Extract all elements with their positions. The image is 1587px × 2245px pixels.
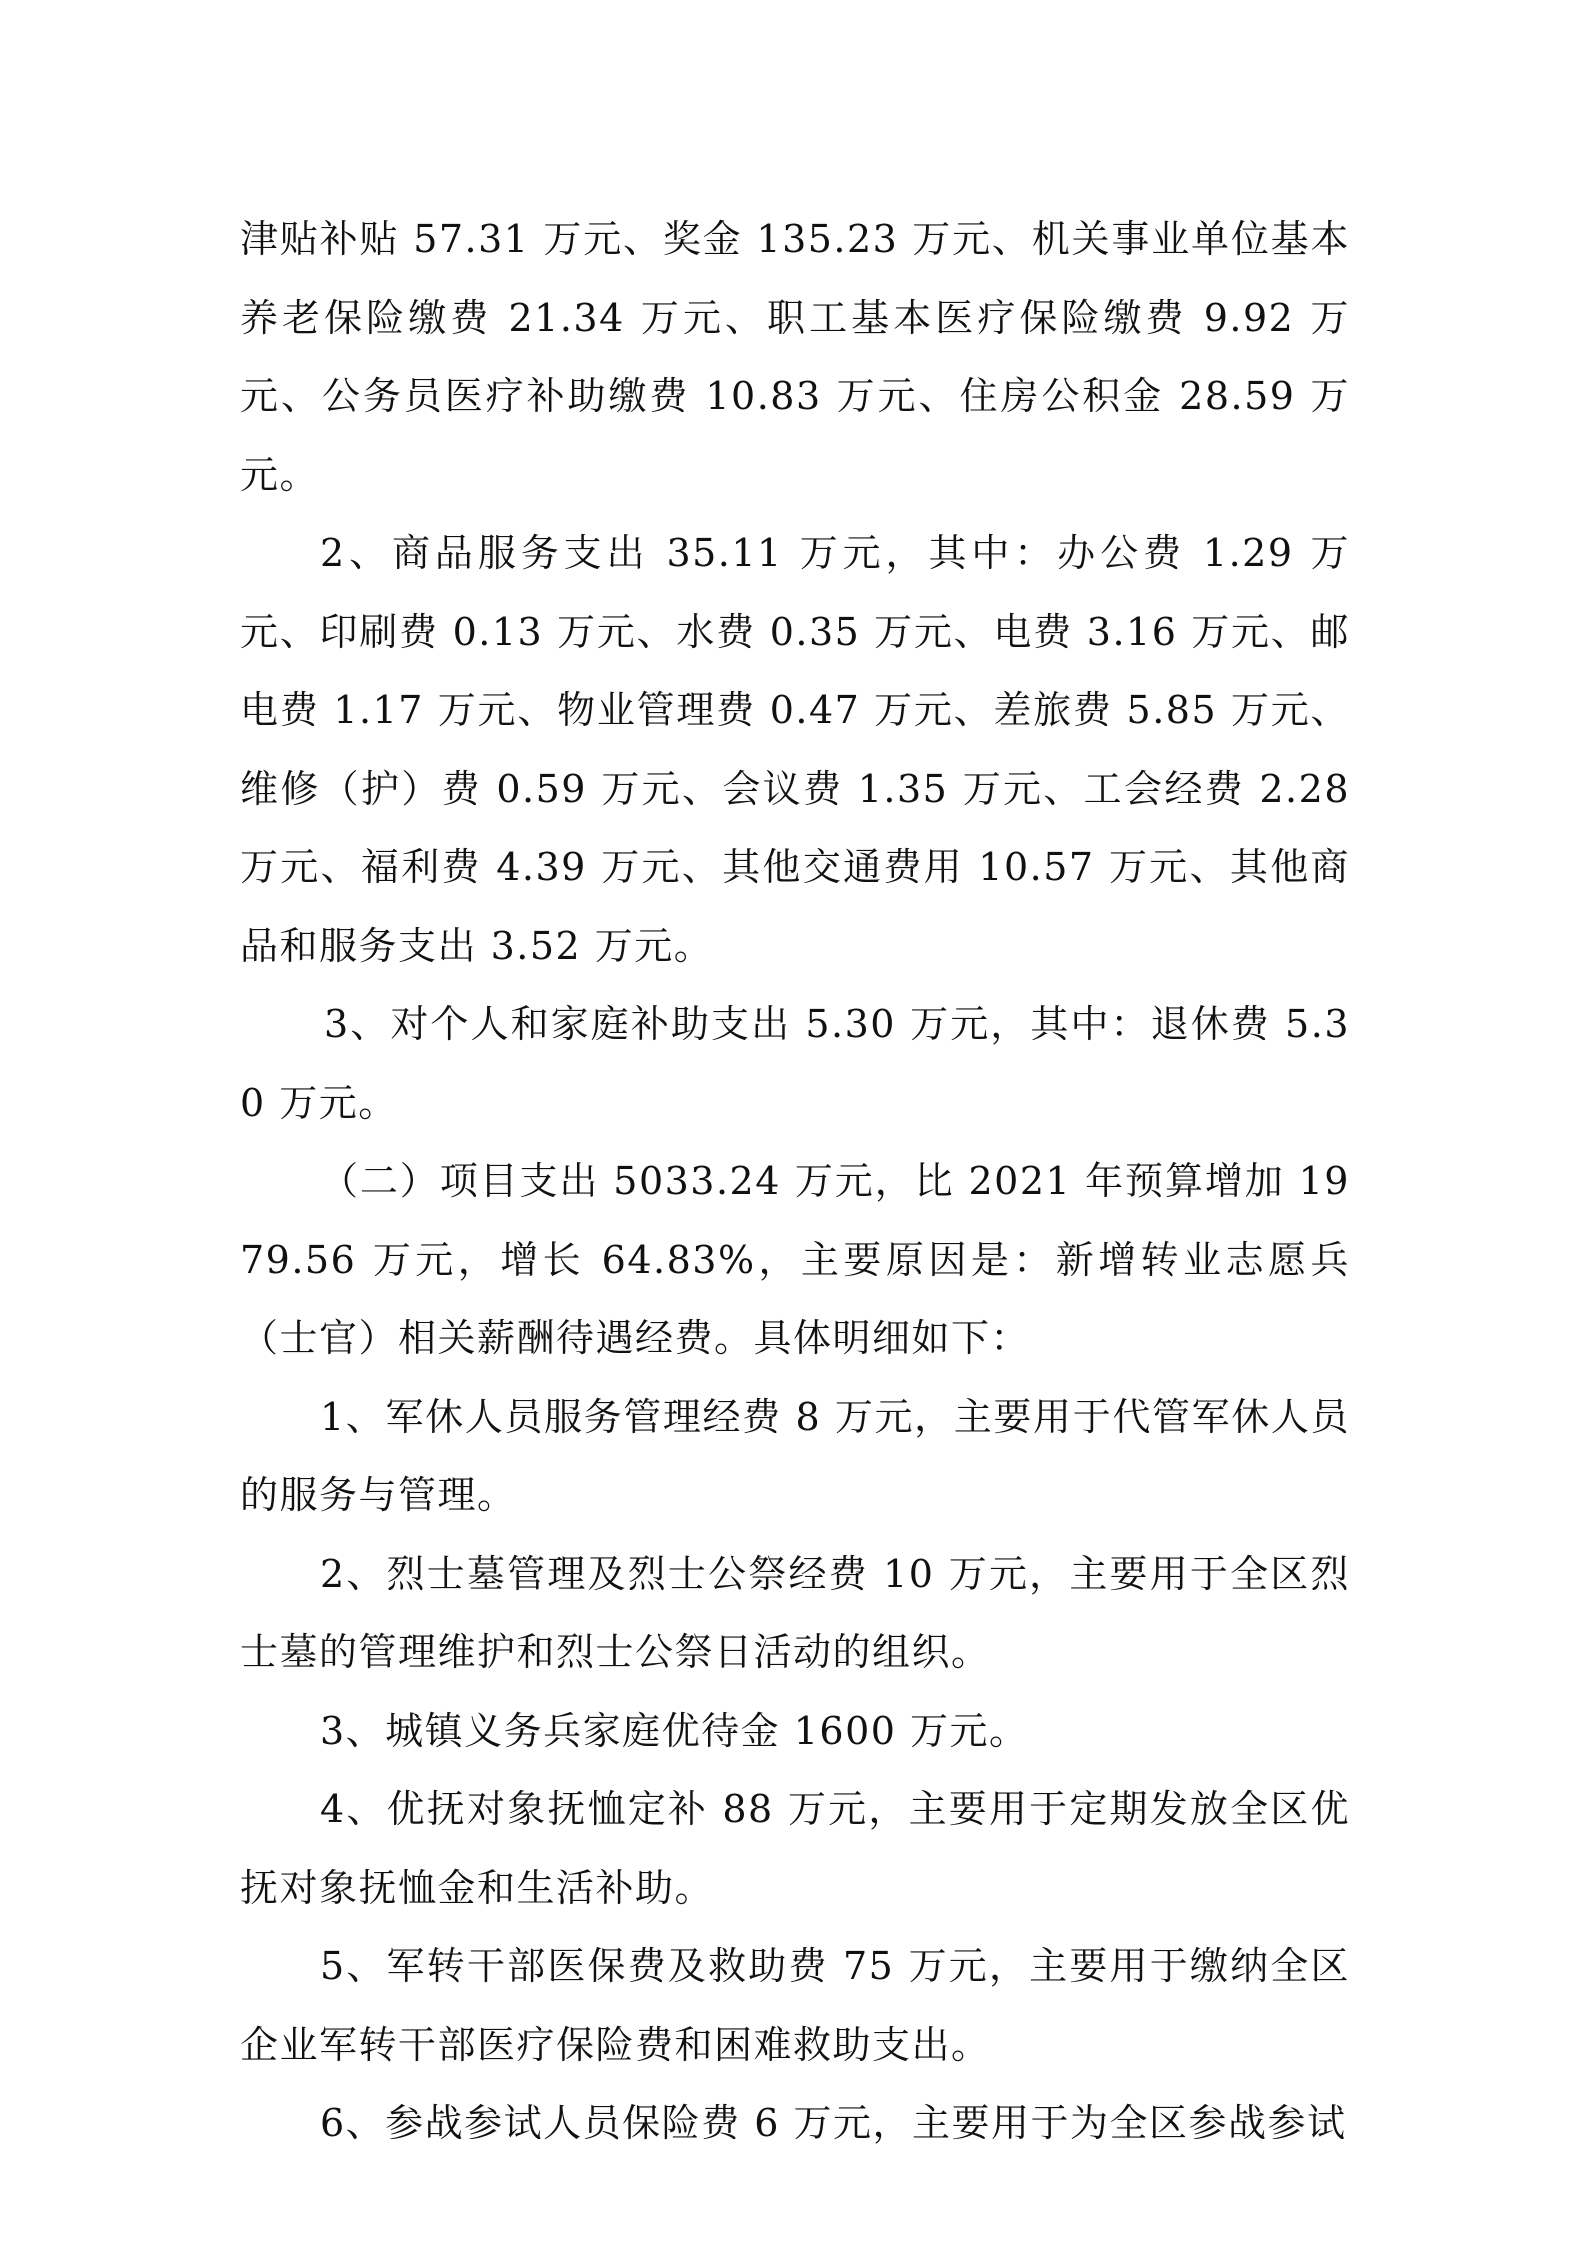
paragraph-item-5: 5、军转干部医保费及救助费 75 万元，主要用于缴纳全区企业军转干部医疗保险费和困难救助支出。 xyxy=(240,1944,1350,2067)
paragraph-item-4: 4、优抚对象抚恤定补 88 万元，主要用于定期发放全区优抚对象抚恤金和生活补助。 xyxy=(240,1787,1350,1910)
paragraph-goods-services: 2、商品服务支出 35.11 万元，其中：办公费 1.29 万元、印刷费 0.13 万元、水费 0.35 万元、电费 3.16 万元、邮电费 1.17 万元、物业管理费 0.47 万元、差旅费 5.85 万元、维修（护）费 0.59 万元、会议费 1.35 万元、工会经费 2.28 万元、福利费 4.39 万元、其他交通费用 10.57 万元、其他商品和服务支出 3.52 万元。 xyxy=(240,531,1350,968)
paragraph-item-2: 2、烈士墓管理及烈士公祭经费 10 万元，主要用于全区烈士墓的管理维护和烈士公祭日活动的组织。 xyxy=(240,1551,1350,1674)
paragraph-personnel-allowances: 津贴补贴 57.31 万元、奖金 135.23 万元、机关事业单位基本养老保险缴费 21.34 万元、职工基本医疗保险缴费 9.92 万元、公务员医疗补助缴费 10.83 万元、住房公积金 28.59 万元。 xyxy=(240,217,1350,497)
paragraph-item-3: 3、城镇义务兵家庭优待金 1600 万元。 xyxy=(320,1708,1029,1753)
document-page xyxy=(240,200,1350,2163)
paragraph-family-subsidy: 3、对个人和家庭补助支出 5.30 万元，其中：退休费 5.30 万元。 xyxy=(240,1002,1350,1125)
paragraph-project-expenditure: （二）项目支出 5033.24 万元，比 2021 年预算增加 1979.56 万元，增长 64.83%，主要原因是：新增转业志愿兵（士官）相关薪酬待遇经费。具体明细如下： xyxy=(240,1159,1350,1360)
paragraph-item-6: 6、参战参试人员保险费 6 万元，主要用于为全区参战参试 xyxy=(320,2101,1347,2145)
paragraph-item-1: 1、军休人员服务管理经费 8 万元，主要用于代管军休人员的服务与管理。 xyxy=(240,1394,1350,1517)
